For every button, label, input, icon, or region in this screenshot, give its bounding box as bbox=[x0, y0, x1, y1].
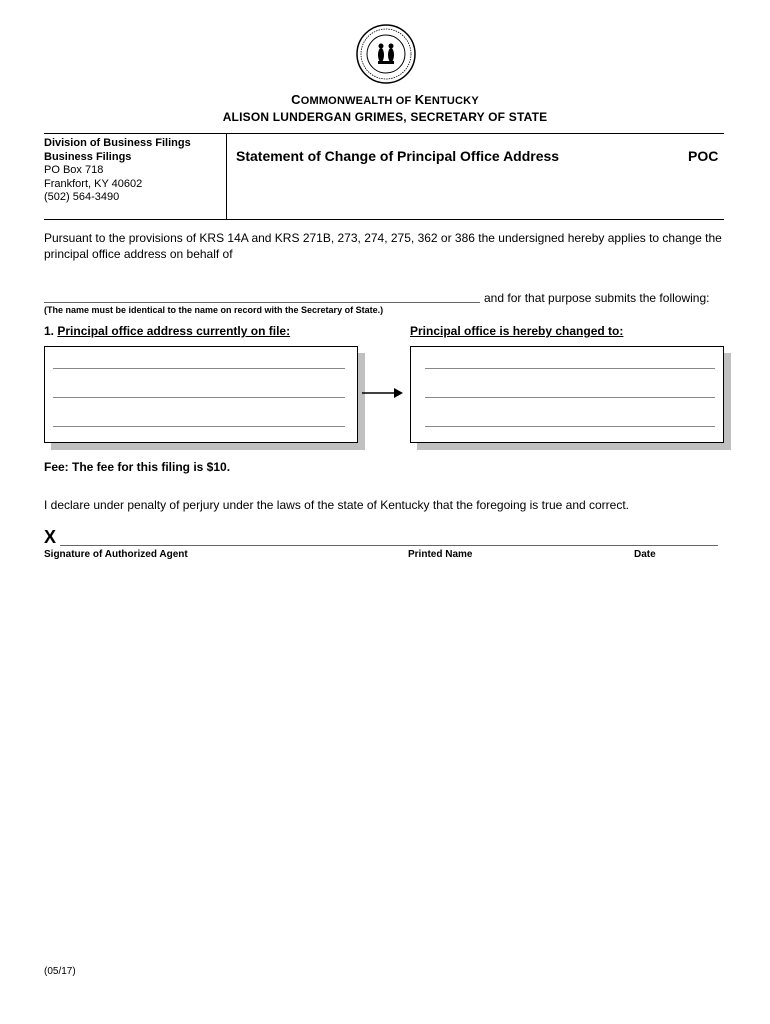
division-name: Division of Business Filings bbox=[44, 137, 191, 149]
header-divider bbox=[226, 133, 227, 219]
printed-name-label: Printed Name bbox=[408, 549, 473, 560]
phone-number: (502) 564-3490 bbox=[44, 191, 120, 204]
current-address-line-1[interactable] bbox=[53, 368, 345, 369]
arrow-right-icon bbox=[362, 387, 404, 399]
intro-paragraph: Pursuant to the provisions of KRS 14A and KRS 271B, 273, 274, 275, 362 or 386 the undersigned hereby applies to change the principal office address on behalf of bbox=[44, 231, 722, 261]
header-top-rule bbox=[44, 133, 724, 134]
name-note: (The name must be identical to the name on record with the Secretary of State.) bbox=[44, 305, 384, 315]
new-address-line-1[interactable] bbox=[425, 368, 715, 369]
form-code: POC bbox=[688, 148, 719, 164]
commonwealth-heading: COMMONWEALTH OF KENTUCKY bbox=[291, 92, 479, 107]
office-address bbox=[44, 137, 191, 205]
new-address-line-3[interactable] bbox=[425, 426, 715, 427]
city-zip: Frankfort, KY 40602 bbox=[44, 177, 143, 190]
fee-text: Fee: The fee for this filing is $10. bbox=[44, 460, 231, 474]
revision-date: (05/17) bbox=[44, 966, 76, 977]
new-address-line-2[interactable] bbox=[425, 397, 715, 398]
declaration-text: I declare under penalty of perjury under the laws of the state of Kentucky that the foregoing is true and correct. bbox=[44, 498, 630, 512]
current-address-label: 1. Principal office address currently on file: bbox=[44, 324, 291, 338]
signature-agent-label: Signature of Authorized Agent bbox=[44, 549, 188, 560]
new-address-label: Principal office is hereby changed to: bbox=[410, 324, 624, 338]
kentucky-state-seal bbox=[356, 24, 416, 84]
secretary-heading: ALISON LUNDERGAN GRIMES, SECRETARY OF STATE bbox=[222, 110, 548, 124]
date-label: Date bbox=[634, 549, 656, 560]
signature-line[interactable] bbox=[60, 545, 718, 546]
entity-name-field[interactable] bbox=[44, 302, 480, 303]
purpose-text: and for that purpose submits the following: bbox=[484, 291, 710, 305]
new-address-box bbox=[410, 346, 724, 443]
unit-name: Business Filings bbox=[44, 150, 132, 163]
header-bottom-rule bbox=[44, 219, 724, 220]
signature-mark: X bbox=[44, 527, 57, 547]
current-address-box bbox=[44, 346, 358, 443]
current-address-line-2[interactable] bbox=[53, 397, 345, 398]
po-box: PO Box 718 bbox=[44, 164, 104, 177]
form-title: Statement of Change of Principal Office Address bbox=[236, 148, 560, 164]
current-address-line-3[interactable] bbox=[53, 426, 345, 427]
